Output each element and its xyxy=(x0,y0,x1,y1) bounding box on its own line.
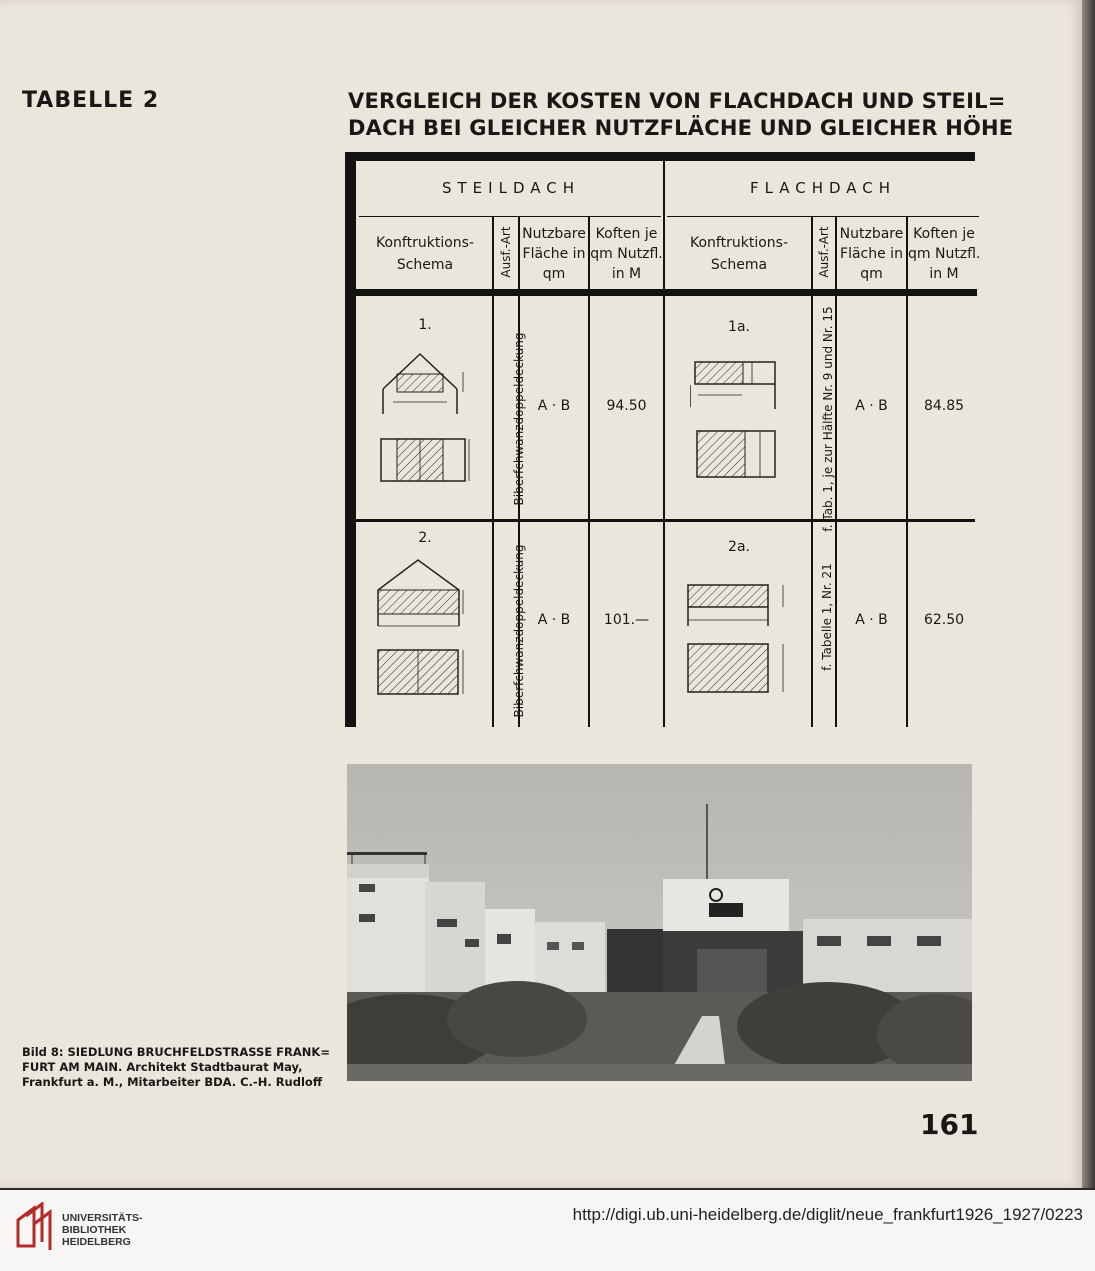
col-header-flaeche-line: Fläche in xyxy=(840,246,903,262)
col-line xyxy=(588,216,590,727)
col-header-kosten-flach xyxy=(908,224,980,284)
row1-flach-number: 1a. xyxy=(728,319,750,335)
table-top-rule xyxy=(345,152,975,161)
row1-flach-art: f. Tab. 1, je zur Hälfte Nr. 9 und Nr. 15 xyxy=(821,306,835,532)
col-header-flaeche-line: Nutzbare xyxy=(839,226,904,242)
col-header-kosten-line: qm Nutzfl. xyxy=(590,246,663,262)
settlement-photo-illustration xyxy=(347,764,972,1081)
col-header-schema-flach xyxy=(667,232,811,276)
col-line xyxy=(835,216,837,727)
row2-flach-flaeche: A · B xyxy=(855,612,888,628)
col-header-schema-line: Konftruktions- xyxy=(690,235,788,251)
col-line xyxy=(811,216,813,727)
heading-line-2: DACH BEI GLEICHER NUTZFLÄCHE UND GLEICHER HÖHE xyxy=(348,116,1014,140)
col-header-schema-line: Schema xyxy=(396,257,454,273)
header-bottom-rule xyxy=(356,289,977,296)
col-header-kosten-line: in M xyxy=(611,266,642,282)
col-header-kosten-line: Koften je xyxy=(913,226,975,242)
col-header-schema-line: Schema xyxy=(710,257,768,273)
col-header-flaeche xyxy=(520,224,588,284)
row2-steil-art: Biberfchwanzdoppeldeckung xyxy=(512,544,526,718)
caption-line: Frankfurt a. M., Mitarbeiter BDA. C.-H. Rudloff xyxy=(22,1075,323,1089)
col-header-art-flach: Ausf.-Art xyxy=(817,226,831,278)
group-divider xyxy=(663,161,665,727)
book-edge xyxy=(1082,0,1095,1188)
group-header-flachdach: FLACHDACH xyxy=(749,179,897,197)
caption-line: Bild 8: SIEDLUNG BRUCHFELDSTRASSE FRANK= xyxy=(22,1045,330,1059)
university-logo-icon xyxy=(14,1202,56,1252)
group-header-steildach: STEILDACH xyxy=(442,179,580,197)
row1-steil-kosten: 94.50 xyxy=(606,398,647,414)
row1-steil-number: 1. xyxy=(418,317,432,333)
header-rule-flach xyxy=(667,216,979,217)
col-header-kosten-line: qm Nutzfl. xyxy=(908,246,981,262)
col-header-schema-line: Konftruktions- xyxy=(376,235,474,251)
photo-caption xyxy=(22,1045,332,1090)
table-label: TABELLE 2 xyxy=(22,88,160,113)
row2-steil-flaeche: A · B xyxy=(537,612,571,628)
cost-comparison-table xyxy=(345,152,982,727)
steep-roof-diagram-1 xyxy=(375,344,475,494)
row1-steil-flaeche: A · B xyxy=(537,398,571,414)
row1-flach-kosten: 84.85 xyxy=(923,398,965,414)
institution-line: BIBLIOTHEK xyxy=(62,1224,127,1236)
col-header-flaeche-line: Fläche in xyxy=(522,246,586,262)
col-header-flaeche-line: qm xyxy=(860,266,883,282)
institution-line: UNIVERSITÄTS- xyxy=(62,1212,143,1224)
col-line xyxy=(492,216,494,727)
col-header-flaeche-line: Nutzbare xyxy=(522,226,586,242)
flat-roof-diagram-1a xyxy=(690,357,790,487)
institution-name xyxy=(62,1212,143,1248)
row2-flach-number: 2a. xyxy=(728,539,750,555)
col-line xyxy=(906,216,908,727)
caption-line: FURT AM MAIN. Architekt Stadtbaurat May, xyxy=(22,1060,303,1074)
col-header-flaeche-line: qm xyxy=(542,266,566,282)
table-left-rule xyxy=(345,152,356,727)
col-header-flaeche-flach xyxy=(837,224,906,284)
row2-flach-art: f. Tabelle 1, Nr. 21 xyxy=(820,563,834,671)
viewer-footer xyxy=(0,1190,1095,1271)
steep-roof-diagram-2 xyxy=(373,556,473,704)
row2-steil-number: 2. xyxy=(418,530,432,546)
col-header-kosten xyxy=(590,224,663,284)
col-header-schema xyxy=(359,232,491,276)
settlement-photo xyxy=(347,764,972,1081)
col-header-kosten-line: in M xyxy=(929,266,959,282)
header-rule-steil xyxy=(359,216,661,217)
institution-line: HEIDELBERG xyxy=(62,1236,131,1248)
source-url-link[interactable]: http://digi.ub.uni-heidelberg.de/diglit/neue_frankfurt1926_1927/0223 xyxy=(572,1205,1083,1224)
page-number: 161 xyxy=(920,1108,979,1141)
row2-steil-kosten: 101.— xyxy=(603,612,650,628)
col-header-art: Ausf.-Art xyxy=(499,226,513,278)
row1-flach-flaeche: A · B xyxy=(855,398,888,414)
flat-roof-diagram-2a xyxy=(683,580,793,700)
page-heading xyxy=(348,88,1014,142)
row2-flach-kosten: 62.50 xyxy=(923,612,965,628)
heading-line-1: VERGLEICH DER KOSTEN VON FLACHDACH UND STEIL= xyxy=(348,89,1006,113)
row-divider xyxy=(356,519,975,522)
row1-steil-art: Biberfchwanzdoppeldeckung xyxy=(512,332,526,506)
col-header-kosten-line: Koften je xyxy=(595,226,658,242)
